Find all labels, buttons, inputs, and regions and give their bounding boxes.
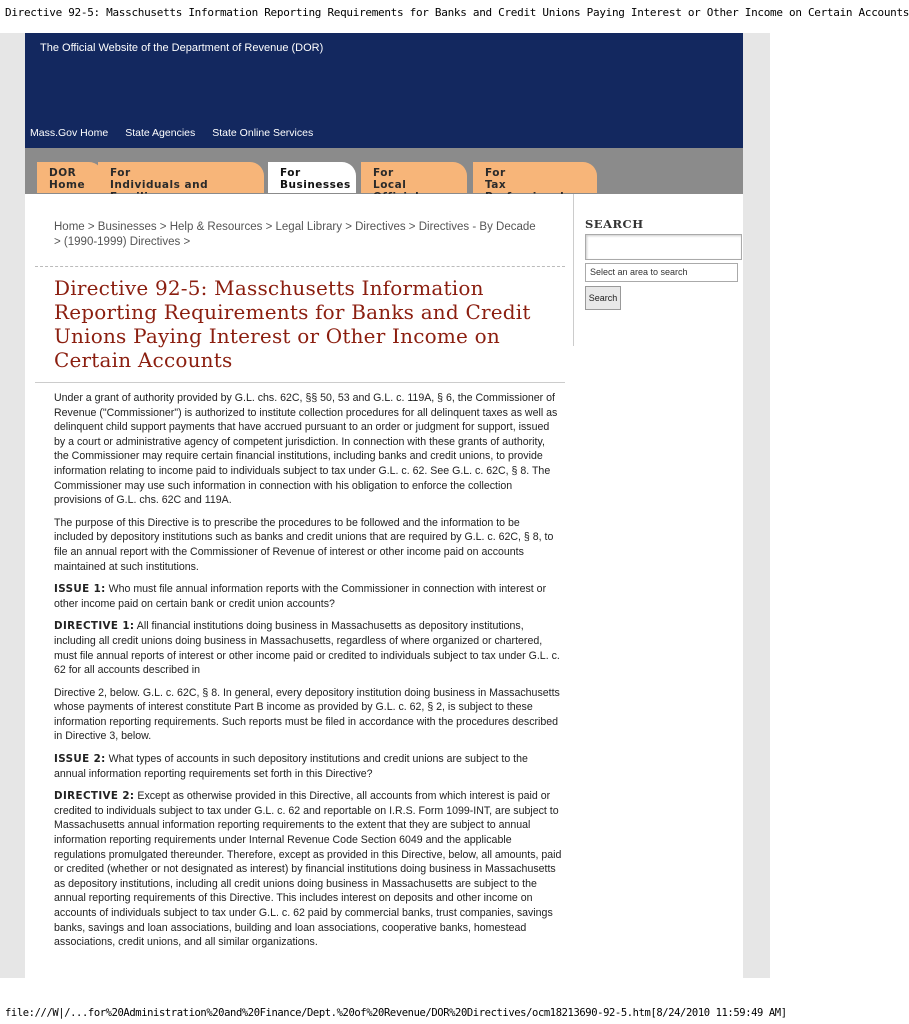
issue-label: ISSUE 1: (54, 583, 106, 596)
breadcrumb-1990-1999[interactable]: (1990-1999) Directives (63, 236, 181, 248)
nav-state-agencies[interactable]: State Agencies (125, 127, 196, 139)
page-title: Directive 92-5: Masschusetts Information Reporting Requirements for Banks and Credit Unions Paying Interest or Other Income on Certain Accounts (54, 276, 531, 372)
search-sidebar (573, 194, 744, 346)
breadcrumb-sep: > (405, 221, 419, 233)
breadcrumb-home[interactable]: Home (54, 221, 85, 233)
paragraph: Under a grant of authority provided by G.L. chs. 62C, §§ 50, 53 and G.L. c. 119A, § 6, the Commissioner of Revenue ("Commissioner") is authorized to institute collection procedures for all delinquent taxes as well as delinquent child support payments that have accrued pursuant to an order or judgment for support, issued by a court or administrative agency of competent jurisdiction. In connection with these grants of authority, the Commissioner may require certain financial institutions, including banks and credit unions, to provide information relating to income paid to individuals subject to tax under G.L. c. 62. See G.L. c. 62C, § 8. The Commissioner may use such information in connection with his obligation to enforce the collection provisions of G.L. chs. 62C and 119A. (54, 392, 558, 507)
print-footer: file:///W|/...for%20Administration%20and%20Finance/Dept.%20of%20Revenue/DOR%20Directives/ocm18213690-92-5.htm[8/24/2010 11:59:49 AM] (5, 1007, 787, 1019)
title-divider (35, 382, 565, 383)
issue-2 (54, 752, 562, 781)
masthead (25, 33, 743, 148)
search-heading: SEARCH (585, 217, 644, 231)
tab-line1: For (485, 167, 506, 179)
issue-1 (54, 582, 562, 611)
breadcrumb-sep: > (342, 221, 356, 233)
tab-line1: DOR (49, 167, 77, 179)
breadcrumb-by-decade[interactable]: Directives - By Decade (418, 221, 536, 233)
search-input[interactable] (585, 234, 742, 260)
search-button[interactable]: Search (585, 286, 621, 310)
tab-line2: Businesses (280, 179, 351, 191)
print-header: Directive 92-5: Masschusetts Information Reporting Requirements for Banks and Credit Unions Paying Interest or Other Income on Certain Accounts (5, 6, 909, 19)
tab-bar (25, 148, 743, 194)
breadcrumb-help-resources[interactable]: Help & Resources (169, 221, 263, 233)
directive-text: Except as otherwise provided in this Directive, all accounts from which interest is paid or credited to individuals subject to tax under G.L. c. 62 and reportable on I.R.S. Form 1099-INT, are subject to Massachusetts annual information reporting requirements to the extent that they are subject to annual information reporting requirements under Internal Revenue Code Section 6049 and the applicable regulations promulgated thereunder. Therefore, except as provided in this Directive, below, all amounts, paid or credited (whether or not designated as interest) by financial institutions doing business in Massachusetts as depository institutions, including all credit unions doing business in Massachusetts are subject to the annual reporting requirements of this Directive. This includes interest on deposits and other income on accounts of individuals subject to tax under G.L. c. 62 paid by commercial banks, trust companies, savings banks, savings and loan associations, building and loan associations, cooperative banks, homestead associations, credit unions, and all similar organizations. (54, 790, 562, 949)
issue-text: What types of accounts in such depository institutions and credit unions are subject to the annual information reporting requirements set forth in this Directive? (54, 753, 528, 780)
tab-local-officials[interactable] (361, 162, 467, 193)
breadcrumb-businesses[interactable]: Businesses (97, 221, 157, 233)
breadcrumb-sep: > (156, 221, 170, 233)
search-area-select[interactable]: Select an area to search (585, 263, 738, 282)
breadcrumb-sep: > (54, 236, 64, 248)
paragraph: Directive 2, below. G.L. c. 62C, § 8. In general, every depository institution doing business in Massachusetts whose payments of interest constitute Part B income as provided by G.L. c. 62, § 2, is subject to these information reporting requirements. Such reports must be filed in accordance with the procedures described in Directive 3, below. (54, 686, 560, 743)
breadcrumb-sep: > (84, 221, 98, 233)
top-nav (30, 127, 330, 139)
dashed-divider (35, 266, 565, 267)
tab-line1: For (110, 167, 131, 179)
breadcrumb-sep: > (180, 236, 191, 248)
tab-line2: Tax (485, 179, 507, 191)
issue-text: Who must file annual information reports with the Commissioner in connection with interest or other income paid on certain bank or credit union accounts? (54, 583, 547, 610)
tab-line2: Local (373, 179, 407, 191)
breadcrumb-legal-library[interactable]: Legal Library (275, 221, 342, 233)
frame-left (0, 33, 25, 978)
breadcrumb-directives[interactable]: Directives (355, 221, 406, 233)
tab-line2: Individuals and (110, 179, 209, 191)
breadcrumb (54, 220, 544, 250)
directive-text: All financial institutions doing business in Massachusetts as depository institutions, including all credit unions doing business in Massachusetts, regardless of where organized or chartered, must file annual reports of interest or other income paid or credited to individuals subject to tax under G.L. c. 62 for all accounts described in (54, 620, 560, 677)
paragraph: The purpose of this Directive is to prescribe the procedures to be followed and the information to be included by depository institutions such as banks and credit unions that are required by G.L. c. 62C, § 8, to file an annual report with the Commissioner of Revenue of interest or other income paid on accounts maintained at such institutions. (54, 516, 554, 573)
tab-line1: For (373, 167, 394, 179)
tab-line1: For (280, 167, 301, 179)
breadcrumb-sep: > (262, 221, 276, 233)
official-site-label: The Official Website of the Department of Revenue (DOR) (40, 42, 324, 54)
article-body (54, 391, 562, 958)
nav-state-online-services[interactable]: State Online Services (212, 127, 314, 139)
tab-businesses[interactable] (268, 162, 356, 193)
directive-2 (54, 789, 562, 950)
tab-individuals-families[interactable] (98, 162, 264, 193)
nav-massgov-home[interactable]: Mass.Gov Home (30, 127, 109, 139)
directive-label: DIRECTIVE 1: (54, 620, 135, 633)
frame-right (743, 33, 770, 978)
tab-tax-professionals[interactable] (473, 162, 597, 193)
tab-dor-home[interactable] (37, 162, 103, 193)
directive-label: DIRECTIVE 2: (54, 790, 135, 803)
issue-label: ISSUE 2: (54, 753, 106, 766)
directive-1 (54, 619, 562, 677)
content-area (25, 194, 743, 978)
tab-line2: Home (49, 179, 86, 191)
